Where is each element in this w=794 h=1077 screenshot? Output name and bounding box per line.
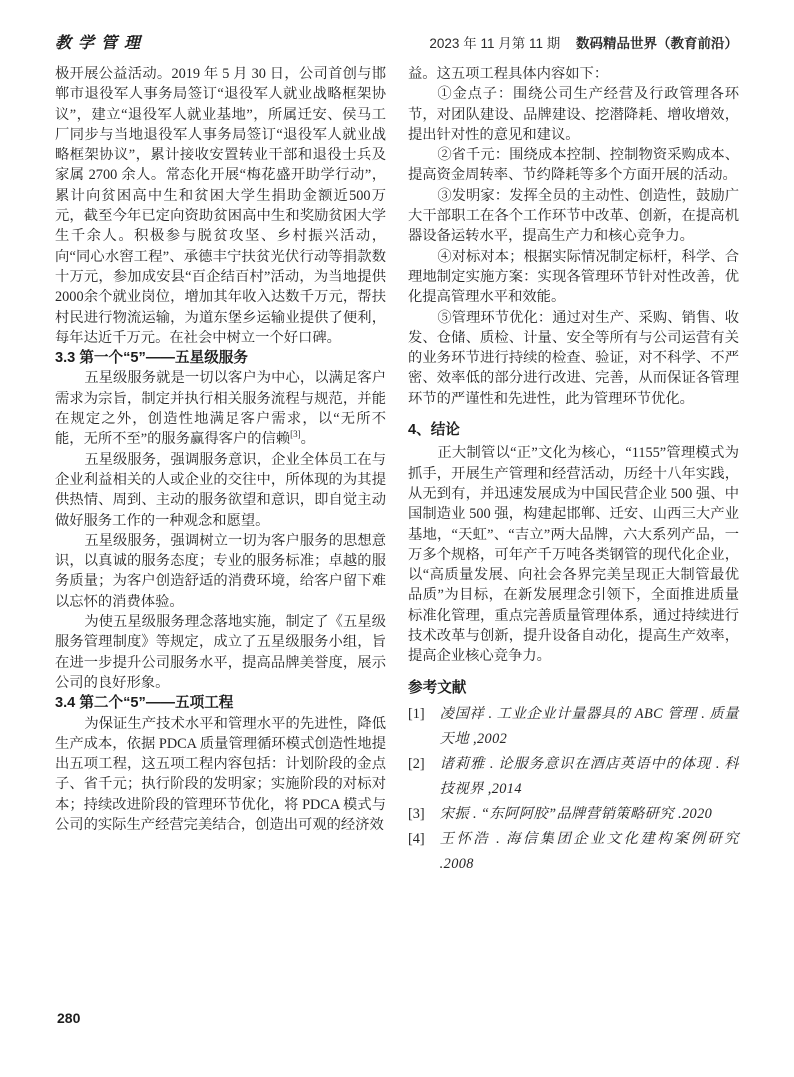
section-label: 教学管理 (55, 33, 148, 52)
reference-item (408, 802, 739, 827)
reference-number: [3] (408, 805, 425, 822)
reference-text: 诸莉雅 . 论服务意识在酒店英语中的体现 . 科技视界 ,2014 (439, 755, 739, 797)
paragraph-33a-tail: 。 (300, 431, 315, 448)
page-header (55, 30, 738, 53)
paragraph-33c: 五星级服务，强调树立一切为客户服务的思想意识，以真诚的服务态度；专业的服务标准；卓越的服务质量；为客户创造舒适的消费环境，给客户留下难以忘怀的消费体验。 (55, 532, 386, 610)
paragraph-34a: 为保证生产技术水平和管理水平的先进性，降低生产成本，依据 PDCA 质量管理循环模式创造性地提出五项工程，这五项工程内容包括：计划阶段的金点子、省千元；执行阶段的发明家；实施阶段的对标对本；持续改进阶段的管理环节优化，将 PDCA 模式与公司的实际生产经营完美结合，创造出可观的经济效 (55, 715, 386, 833)
references-heading: 参考文献 (408, 679, 467, 696)
issue-info: 2023 年 11 月第 11 期 (429, 36, 561, 51)
section-heading-3-3: 3.3 第一个“5”——五星级服务 (55, 350, 248, 367)
reference-item (408, 827, 739, 877)
header-right (429, 32, 738, 52)
page-number: 280 (57, 1010, 81, 1026)
reference-item (408, 702, 739, 752)
paragraph-33a-text: 五星级服务就是一切以客户为中心，以满足客户需求为宗旨，制定并执行相关服务流程与规范，并能在规定之外，创造性地满足客户需求，以“无所不能，无所不至”的服务赢得客户的信赖 (55, 370, 386, 448)
left-column (55, 64, 386, 835)
reference-text: 凌国祥 . 工业企业计量器具的 ABC 管理 . 质量天地 ,2002 (439, 705, 739, 747)
paragraph-item-4: ④对标对本；根据实际情况制定标杆，科学、合理地制定实施方案：实现各管理环节针对性改善，优化提高管理水平和效能。 (408, 248, 739, 306)
references-list (408, 702, 739, 877)
reference-number: [4] (408, 830, 425, 847)
paragraph-33a (55, 368, 386, 449)
journal-title: 数码精品世界（教育前沿） (576, 36, 738, 51)
paragraph-item-1: ①金点子：围绕公司生产经营及行政管理各环节，对团队建设、品牌建设、挖潜降耗、增收增效，提出针对性的意见和建议。 (408, 86, 739, 143)
paragraph-33d: 为使五星级服务理念落地实施，制定了《五星级服务管理制度》等规定，成立了五星级服务小组，旨在进一步提升公司服务水平，提高品牌美誉度，展示公司的良好形象。 (55, 614, 386, 691)
citation-3: [3] (290, 429, 301, 440)
reference-text: 宋振 . “东阿阿胶”品牌营销策略研究 .2020 (439, 805, 713, 822)
paragraph-conclusion: 正大制管以“正”文化为核心，“1155”管理模式为抓手，开展生产管理和经营活动，历经十八年实践，从无到有，并迅速发展成为中国民营企业 500 强、中国制造业 500 强，构建起邯郸、迁安、山西三大产业基地，“天虹”、“吉立”两大品牌，六大系列产品，一万多个规格，可年产千万吨各类钢管的现代化企业，以“高质量发展、向社会各界完美呈现正大制管最优品质”为目标，在新发展理念引领下，全面推进质量标准化管理，重点完善质量管理体系，通过持续进行技术改革与创新，提升设备自动化，提高生产效率，提高企业核心竞争力。 (408, 445, 739, 665)
paragraph-33b: 五星级服务，强调服务意识，企业全体员工在与企业利益相关的人或企业的交往中，所体现的为其提供热情、周到、主动的服务欲望和意识，即自觉主动做好服务工作的一种观念和愿望。 (55, 451, 386, 529)
right-column (408, 64, 739, 877)
paragraph-intro: 极开展公益活动。2019 年 5 月 30 日，公司首创与邯郸市退役军人事务局签订“退役军人就业战略框架协议”，建立“退役军人就业基地”，所属迁安、侯马工厂同步与当地退役军人事务局签订“退役军人就业战略框架协议”，累计接收安置转业干部和退役士兵及家属 2700 余人。常态化开展“梅花盛开助学行动”，累计向贫困高中生和贫困大学生捐助金额近500万元，截至今年已定向资助贫困高中生和奖励贫困大学生千余人。积极参与脱贫攻坚、乡村振兴活动，向“同心水窖工程”、承德丰宁扶贫光伏行动等捐款数十万元，参加成安县“百企结百村”活动，为当地提供2000余个就业岗位，增加其年收入达数千万元，帮扶村民进行物流运输，为道东堡乡运输业提供了便利，每年达近千万元。在社会中树立一个好口碑。 (55, 66, 386, 346)
reference-number: [1] (408, 705, 425, 722)
reference-text: 王怀浩 . 海信集团企业文化建构案例研究 .2008 (439, 830, 739, 872)
paragraph-item-3: ③发明家：发挥全员的主动性、创造性，鼓励广大干部职工在各个工作环节中改革、创新，在提高机器设备运转水平，提高生产力和核心竞争力。 (408, 187, 739, 245)
section-heading-3-4: 3.4 第二个“5”——五项工程 (55, 695, 234, 712)
paragraph-continuation: 益。这五项工程具体内容如下： (408, 66, 609, 82)
paragraph-item-5: ⑤管理环节优化：通过对生产、采购、销售、收发、仓储、质检、计量、安全等所有与公司运营有关的业务环节进行持续的检查、验证，对不科学、不严密、效率低的部分进行改进、完善，从而保证各管理环节的严谨性和先进性，此为管理环节优化。 (408, 309, 739, 407)
paragraph-item-2: ②省千元：围绕成本控制、控制物资采购成本、提高资金周转率、节约降耗等多个方面开展的活动。 (408, 147, 739, 184)
section-heading-4: 4、结论 (408, 422, 460, 439)
reference-item (408, 752, 739, 802)
reference-number: [2] (408, 755, 425, 772)
